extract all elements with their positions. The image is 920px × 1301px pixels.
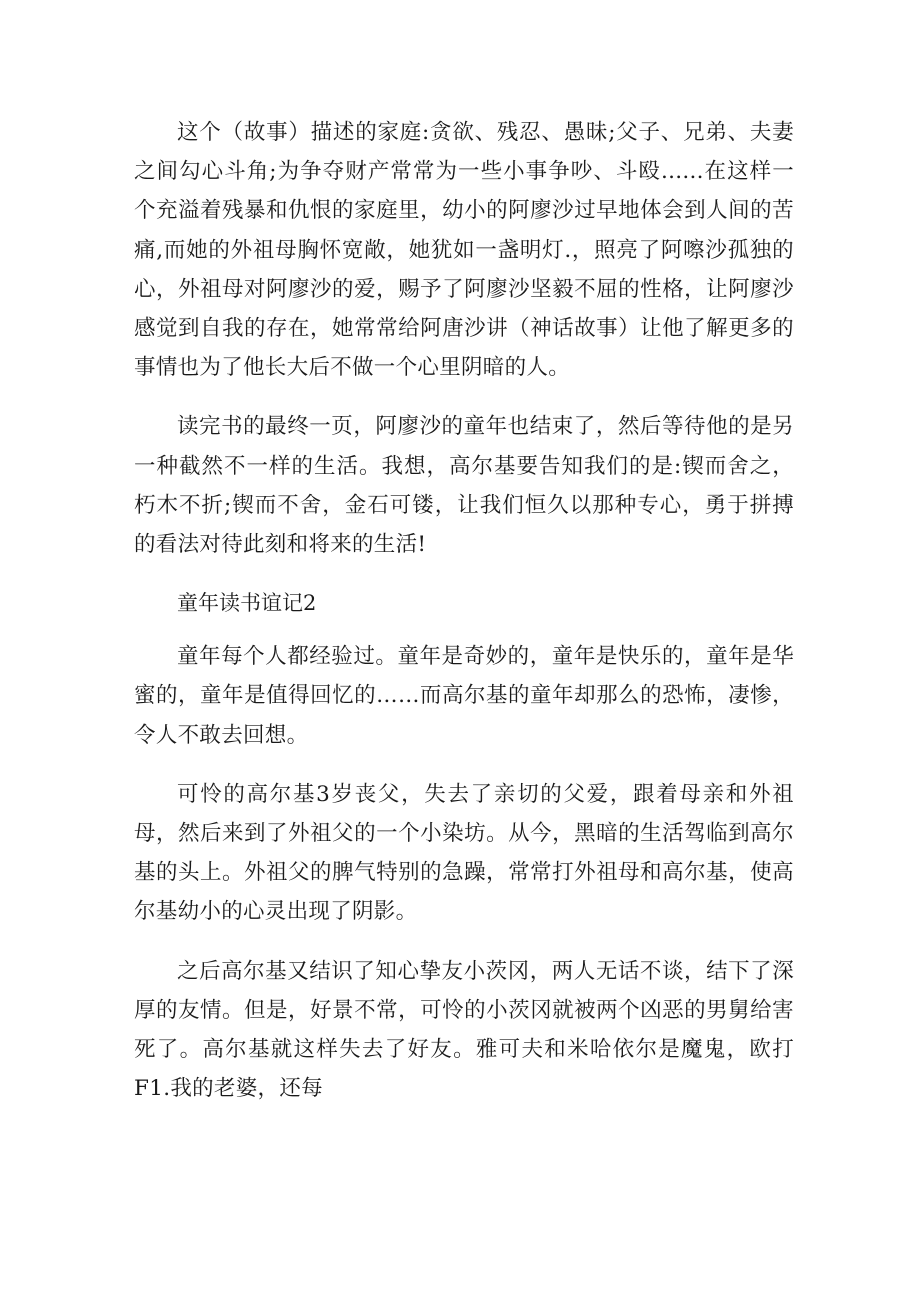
document-body	[134, 113, 794, 1126]
section-heading: 童年读书谊记2	[177, 591, 317, 616]
paragraph-gorky-father: 可怜的高尔基3岁丧父，失去了亲切的父爱，跟着母亲和外祖母，然后来到了外祖父的一个小染坊。从今，黑暗的生活驾临到高尔基的头上。外祖父的脾气特别的急躁，常常打外祖母和高尔基，使高尔基幼小的心灵出现了阴影。	[134, 781, 794, 925]
paragraph-childhood-intro: 童年每个人都经验过。童年是奇妙的，童年是快乐的，童年是华蜜的，童年是值得回忆的……而高尔基的童年却那么的恐怖，凄惨，令人不敢去回想。	[134, 644, 794, 748]
paragraph-family-story: 这个（故事）描述的家庭:贪欲、残忍、愚昧;父子、兄弟、夫妻之间勾心斗角;为争夺财产常常为一些小事争吵、斗殴......在这样一个充溢着残暴和仇恨的家庭里，幼小的阿廖沙过早地体会到人间的苦痛,而她的外祖母胸怀宽敞，她犹如一盏明灯.，照亮了阿嚓沙孤独的心，外祖母对阿廖沙的爱，赐予了阿廖沙坚毅不屈的性格，让阿廖沙感觉到自我的存在，她常常给阿唐沙讲（神话故事）让他了解更多的事情也为了他长大后不做一个心里阴暗的人。	[134, 120, 794, 381]
paragraph-conclusion: 读完书的最终一页，阿廖沙的童年也结束了，然后等待他的是另一种截然不一样的生活。我想，高尔基要告知我们的是:锲而舍之，朽木不折;锲而不舍，金石可镂，让我们恒久以那种专心，勇于拼搏的看法对待此刻和将来的生活!	[134, 414, 794, 558]
paragraph-little-gypsy: 之后高尔基又结识了知心挚友小茨冈，两人无话不谈，结下了深厚的友情。但是，好景不常，可怜的小茨冈就被两个凶恶的男舅给害死了。高尔基就这样失去了好友。雅可夫和米哈依尔是魔鬼，欧打F1.我的老婆，还每	[134, 958, 794, 1102]
